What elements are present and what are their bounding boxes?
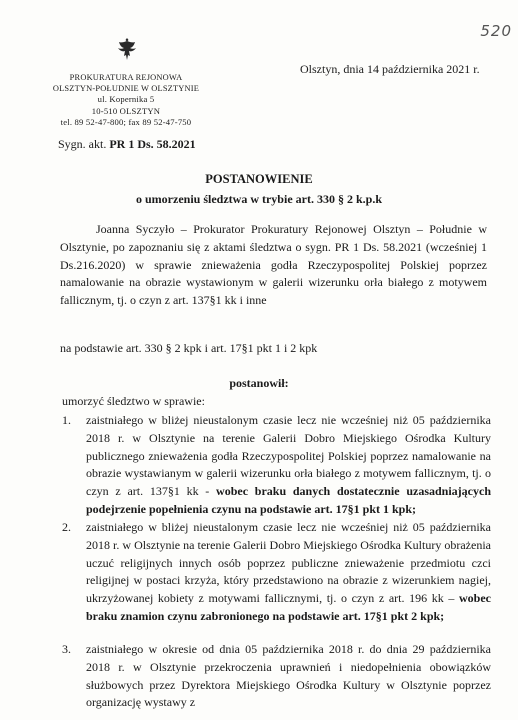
list-item-number: 2. xyxy=(62,520,71,534)
case-reference-value: PR 1 Ds. 58.2021 xyxy=(109,137,196,151)
office-phone: tel. 89 52-47-800; fax 89 52-47-750 xyxy=(60,116,192,127)
office-name: PROKURATURA REJONOWA xyxy=(69,73,183,82)
eagle-emblem-icon xyxy=(116,36,138,62)
document-title: POSTANOWIENIE xyxy=(205,172,313,186)
list-item xyxy=(62,519,491,626)
list-item-number: 3. xyxy=(62,642,71,656)
list-item-text: zaistniałego w bliżej nieustalonym czasie lecz nie wcześniej niż 05 października 2018 r. w Olsztynie na terenie Galerii Dobro Miejskiego Ośrodka Kultury publicznego znieważenia godła Rzeczypospolitej Polskiej poprzez namalowanie na obrazie wystawianym w galerii wizerunku orła białego z motywem fallicznym, tj. o czyn z art. 137§1 kk - xyxy=(86,413,491,499)
resolution-heading: postanowił: xyxy=(229,376,289,390)
document-subtitle: o umorzeniu śledztwa w trybie art. 330 § 2 k.p.k xyxy=(136,192,382,206)
resolution-intro: umorzyć śledztwo w sprawie: xyxy=(62,394,205,408)
list-item-text: zaistniałego w bliżej nieustalonym czasie lecz nie wcześniej niż 05 października 2018 r. w Olsztynie na terenie Galerii Dobro Miejskiego Ośrodka Kultury obrażenia uczuć religijnych innych osób poprzez publiczne znieważenie przedmiotu czci religijnej w postaci krzyża, który przedstawiono na obrazie z wizerunkiem nagiej, ukrzyżowanej kobiety z motywami fallicznymi, tj. o czyn z art. 196 kk – xyxy=(86,520,491,606)
office-street: ul. Kopernika 5 xyxy=(97,94,155,105)
legal-basis: na podstawie art. 330 § 2 kpk i art. 17§1 pkt 1 i 2 kpk xyxy=(60,341,318,355)
list-item-bold-text: wobec braku danych dostatecznie uzasadniających podejrzenie popełnienia czynu na podstawie art. 17§1 pkt 1 kpk; xyxy=(86,484,491,516)
intro-paragraph-text: Joanna Syczyło – Prokurator Prokuratury Rejonowej Olsztyn – Południe w Olsztynie, po zapoznaniu się z aktami śledztwa o sygn. PR 1 Ds. 58.2021 (wcześniej 1 Ds.216.2020) w sprawie znieważenia godła Rzeczypospolitej Polskiej poprzez namalowanie na obrazie wystawionym w galerii wizerunku orła białego z motywem fallicznym, tj. o czyn z art. 137§1 kk i inne xyxy=(60,222,487,308)
office-postcode: 10-510 OLSZTYN xyxy=(91,105,161,116)
case-reference-label: Sygn. akt. xyxy=(58,137,110,151)
list-item xyxy=(62,412,491,519)
list-item-text: zaistniałego w okresie od dnia 05 października 2018 r. do dnia 29 października 2018 r. w Olsztynie przekroczenia uprawnień i niedopełnienia obowiązków służbowych przez Dyrektora Miejskiego Ośrodka Kultury w Olsztynie poprzez organizację wystawy z xyxy=(86,642,491,710)
office-city: OLSZTYN-POŁUDNIE W OLSZTYNIE xyxy=(52,84,200,94)
list-item-bold-text: wobec braku znamion czynu zabronionego na podstawie art. 17§1 pkt 2 kpk; xyxy=(86,591,491,623)
prosecutor-office-header xyxy=(40,72,212,128)
list-item-number: 1. xyxy=(62,413,71,427)
case-reference xyxy=(58,137,196,152)
page-number: 520 xyxy=(480,22,512,40)
list-item xyxy=(62,641,491,712)
place-date: Olsztyn, dnia 14 października 2021 r. xyxy=(300,62,480,76)
intro-paragraph xyxy=(60,221,487,310)
